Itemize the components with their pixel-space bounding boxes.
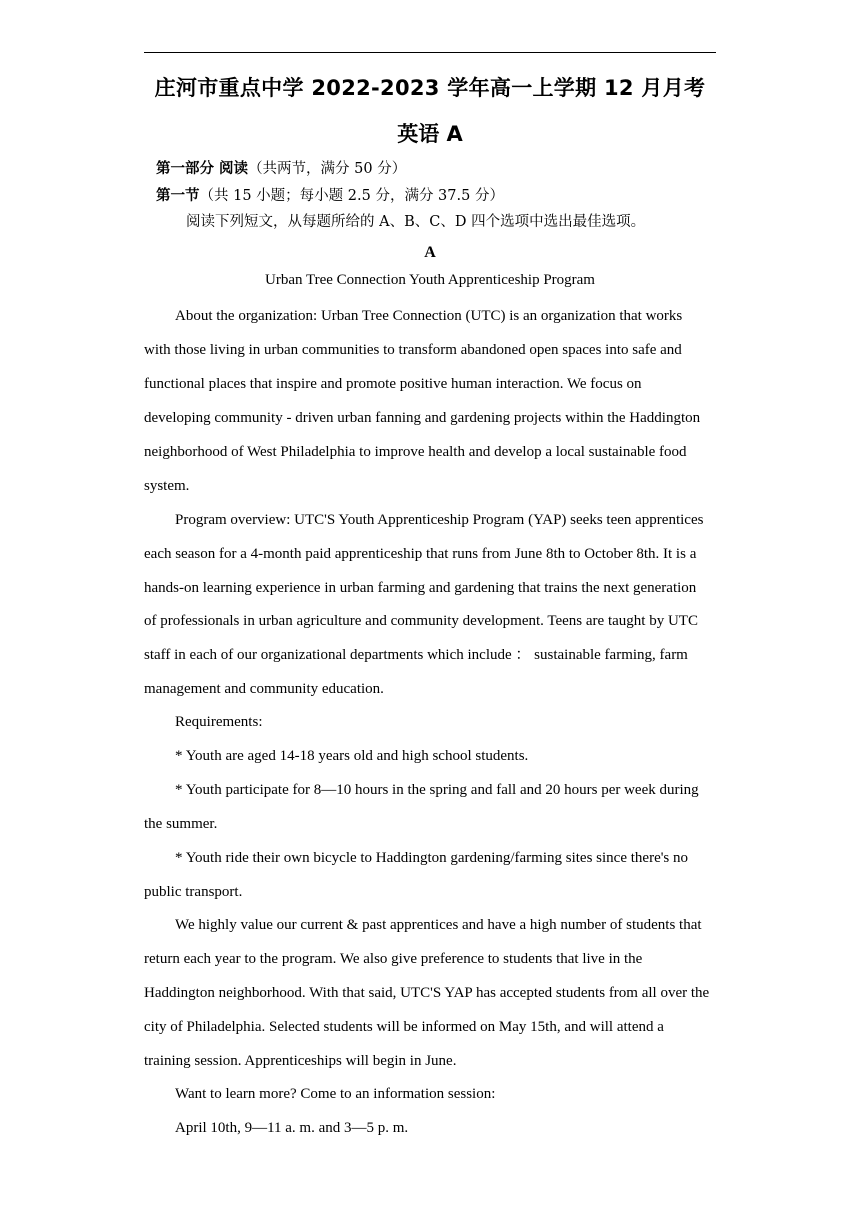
section1-label: 第一节 bbox=[156, 188, 200, 204]
passage-line: developing community - driven urban fanning and gardening projects within the Haddington bbox=[144, 410, 701, 426]
passage-line: * Youth participate for 8—10 hours in the spring and fall and 20 hours per week during bbox=[175, 782, 699, 798]
part1-label: 第一部分 阅读 bbox=[156, 161, 249, 177]
passage-line: hands-on learning experience in urban farming and gardening that trains the next generation bbox=[144, 580, 697, 596]
section1-heading bbox=[156, 184, 504, 205]
exam-subject: 英语 A bbox=[397, 122, 463, 146]
passage-line: each season for a 4-month paid apprenticeship that runs from June 8th to October 8th. It is a bbox=[144, 546, 697, 562]
section1-note: （共 15 小题；每小题 2.5 分，满分 37.5 分） bbox=[199, 188, 504, 204]
passage-line: Requirements: bbox=[175, 714, 263, 730]
instructions: 阅读下列短文，从每题所给的 A、B、C、D 四个选项中选出最佳选项。 bbox=[186, 214, 646, 230]
passage-title: Urban Tree Connection Youth Apprenticeship Program bbox=[265, 272, 595, 288]
passage-line: training session. Apprenticeships will begin in June. bbox=[144, 1053, 457, 1069]
passage-line: Haddington neighborhood. With that said, UTC'S YAP has accepted students from all over the bbox=[144, 985, 710, 1001]
passage-line: * Youth ride their own bicycle to Haddington gardening/farming sites since there's no bbox=[175, 850, 689, 866]
passage-line: functional places that inspire and promote positive human interaction. We focus on bbox=[144, 376, 642, 392]
passage-line: staff in each of our organizational departments which include ： sustainable farming, farm bbox=[144, 647, 688, 663]
passage-line: * Youth are aged 14-18 years old and high school students. bbox=[175, 748, 529, 764]
passage-line: return each year to the program. We also give preference to students that live in the bbox=[144, 951, 643, 967]
exam-title: 庄河市重点中学 2022-2023 学年高一上学期 12 月月考 bbox=[154, 76, 706, 100]
passage-line: of professionals in urban agriculture and community development. Teens are taught by UTC bbox=[144, 613, 698, 629]
part1-heading bbox=[156, 157, 406, 178]
passage-line: system. bbox=[144, 478, 190, 494]
header-rule bbox=[144, 52, 716, 53]
passage-line: the summer. bbox=[144, 816, 218, 832]
passage-line: neighborhood of West Philadelphia to improve health and develop a local sustainable food bbox=[144, 444, 687, 460]
passage-line: About the organization: Urban Tree Connection (UTC) is an organization that works bbox=[175, 308, 683, 324]
passage-line: management and community education. bbox=[144, 681, 384, 697]
passage-letter: A bbox=[424, 244, 436, 261]
passage-line: public transport. bbox=[144, 884, 243, 900]
passage-line: Want to learn more? Come to an information session: bbox=[175, 1086, 496, 1102]
passage-line: with those living in urban communities to transform abandoned open spaces into safe and bbox=[144, 342, 682, 358]
passage-line: April 10th, 9—11 a. m. and 3—5 p. m. bbox=[175, 1120, 409, 1136]
passage-line: We highly value our current & past apprentices and have a high number of students that bbox=[175, 917, 702, 933]
passage-line: Program overview: UTC'S Youth Apprenticeship Program (YAP) seeks teen apprentices bbox=[175, 512, 704, 528]
part1-note: （共两节，满分 50 分） bbox=[248, 161, 407, 177]
passage-line: city of Philadelphia. Selected students will be informed on May 15th, and will attend a bbox=[144, 1019, 664, 1035]
